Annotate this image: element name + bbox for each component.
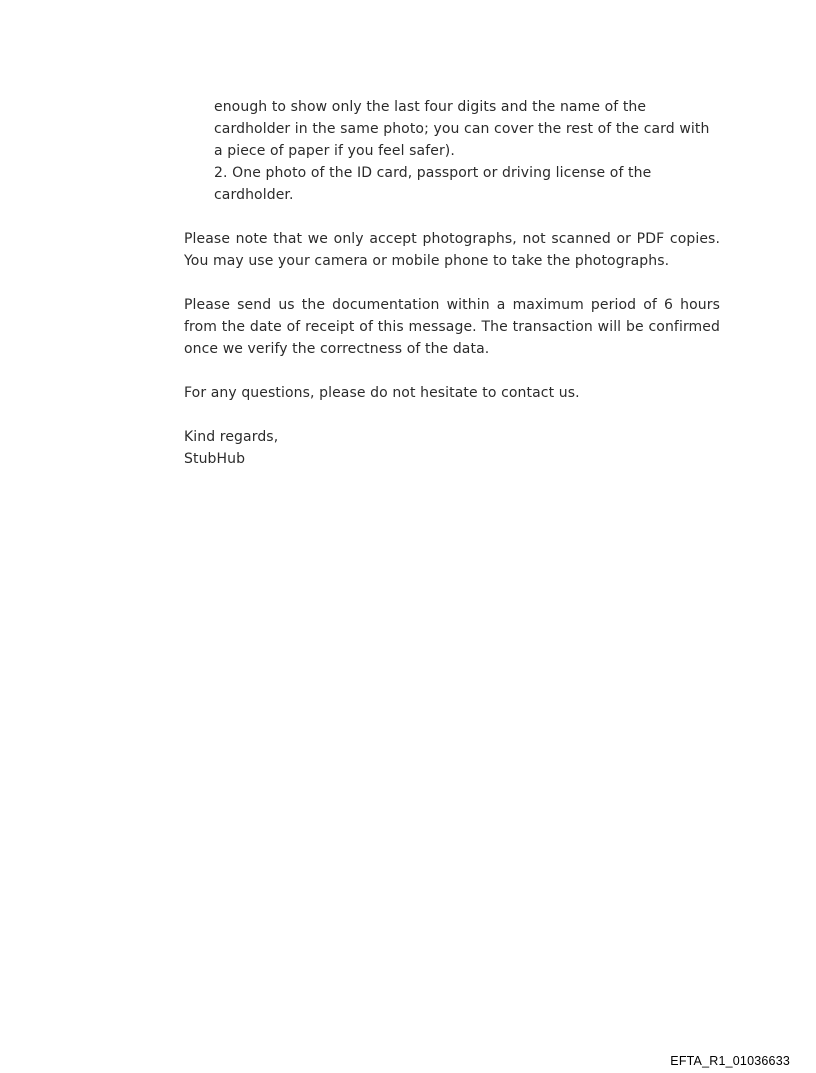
paragraph-deadline: Please send us the documentation within a maximum period of 6 hours from the date of receipt of this message. The transaction will be confirmed once we verify the correctness of the data.	[184, 297, 720, 357]
paragraph-photographs: Please note that we only accept photographs, not scanned or PDF copies. You may use your camera or mobile phone to take the photographs.	[184, 231, 720, 269]
signature: StubHub	[184, 451, 246, 467]
closing-line: Kind regards,	[184, 429, 279, 445]
paragraph-questions: For any questions, please do not hesitate to contact us.	[184, 385, 580, 401]
document-id-stamp: EFTA_R1_01036633	[670, 1054, 790, 1068]
letter-body	[184, 96, 720, 470]
list-item-2: 2. One photo of the ID card, passport or driving license of the cardholder.	[214, 165, 652, 203]
list-item-continued: enough to show only the last four digits and the name of the cardholder in the same photo; you can cover the rest of the card with a piece of paper if you feel safer).	[214, 99, 710, 159]
